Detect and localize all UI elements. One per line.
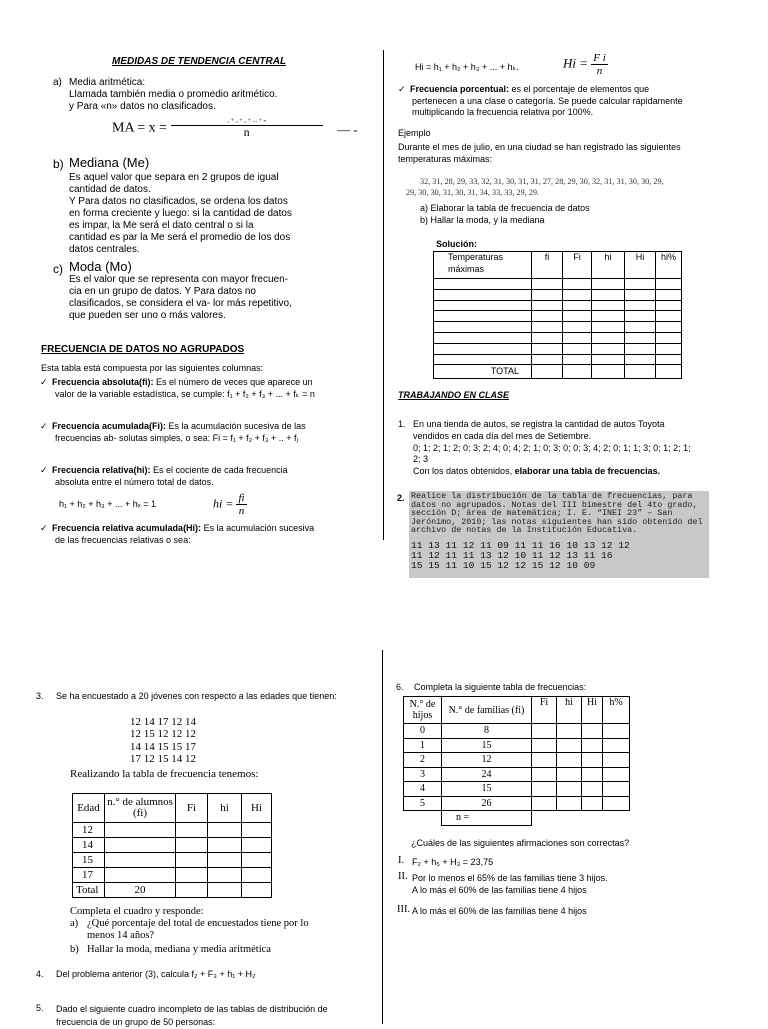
question-a-label: a) — [70, 918, 79, 929]
table-row — [434, 343, 682, 354]
table-row — [434, 311, 682, 322]
problem-1-text: En una tienda de autos, se registra la cantidad de autos Toyota vendidos en cada día del mes de Setiembre. 0; 1; 2; 1; 2; 0; 3; 2; 4; 0; 4; 2; 1; 0; 3; 0; 0; 3; 4; 2; 0; 1; 1; 3; 0; 1; 2; 1; 2; 3 Con los datos obtenidos, elaborar una tabla de frecuencias. — [413, 419, 691, 477]
problem-6-text: Completa la siguiente tabla de frecuencias: — [414, 682, 587, 692]
question-a-text: ¿Qué porcentaje del total de encuestados tiene por lo menos 14 años? — [87, 918, 309, 941]
header-familias: N.° de familias (fi) — [442, 697, 532, 724]
table-header-row — [73, 794, 272, 823]
header-Fi: Fi — [176, 794, 208, 823]
check-icon: ✓ — [398, 84, 406, 94]
table-row — [434, 279, 682, 290]
freq-intro: Esta tabla está compuesta por las siguientes columnas: — [41, 363, 264, 373]
table-row — [434, 332, 682, 343]
option-3-text: A lo más el 60% de las familias tiene 4 hijos — [412, 906, 587, 916]
table-row: 17 — [73, 868, 272, 883]
table-row: 5 26 — [404, 796, 630, 811]
problem-2-text: Realice la distribución de la tabla de frecuencias, para datos no agrupados. Notas del III bimestre del 4to grado, sección D; área de matemática; I. E. “INEI 23” – San Jerónimo, 2010; las notas siguientes han sido obtenido del archivo de notas de la Institución Educativa. — [411, 491, 703, 536]
item-a-label: a) — [53, 77, 62, 88]
mediana-heading: Mediana (Me) — [69, 155, 150, 170]
hi-formula: hi = $\frac{fi}{n}$ — [213, 492, 245, 517]
table-row: 15 — [73, 853, 272, 868]
Hi-sum-formula: Hi = h₁ + h₂ + h₃ + ... + hₖ. — [415, 62, 519, 72]
table-row — [434, 354, 682, 365]
option-1-text: F₂ + h₅ + H₃ = 23,75 — [412, 857, 494, 867]
check-icon: ✓ — [40, 421, 48, 431]
realizando-text: Realizando la tabla de frecuencia tenemos: — [70, 768, 259, 780]
Hi-fraction-formula: Hi = $\frac{\text{F i}}{n}$ — [563, 52, 606, 77]
ejemplo-label: Ejemplo — [398, 128, 431, 138]
problem-2-grades: 11 13 11 12 11 09 11 11 16 10 13 12 12 11 12 11 11 13 12 10 11 12 13 11 16 15 15 11 10 15 12 12 15 12 10 09 — [411, 539, 630, 571]
header-Hi: Hi — [625, 252, 656, 279]
problem-2-box — [409, 491, 709, 578]
table-total-row — [434, 365, 682, 379]
header-fi: fi — [532, 252, 563, 279]
header-Hi: Hi — [582, 697, 603, 724]
header-temperaturas: Temperaturas máximas — [434, 252, 532, 279]
table-row: 4 15 — [404, 782, 630, 797]
table-row: 14 — [73, 838, 272, 853]
problem-1-number: 1. — [398, 419, 406, 429]
table-row — [434, 300, 682, 311]
problem-5-number: 5. — [36, 1003, 44, 1013]
option-1-number: I. — [398, 855, 405, 866]
table-total-row: n = — [404, 811, 630, 826]
check-icon: ✓ — [40, 377, 48, 387]
table-row: 12 — [73, 823, 272, 838]
header-hi-percent: hi% — [656, 252, 682, 279]
problem-5-text: Dado el siguiente cuadro incompleto de las tablas de distribución de frecuencia de un grupo de 50 personas: — [56, 1004, 328, 1027]
task-b: b) Hallar la moda, y la mediana — [420, 215, 545, 225]
table-row: 1 15 — [404, 738, 630, 753]
option-2-text: Por lo menos el 65% de las familias tiene 3 hijos. A lo más el 60% de las familias tiene 4 hijos — [412, 873, 608, 895]
fra-definition: ✓ Frecuencia relativa acumulada(Hi): Es la acumulación sucesiva de las frecuencias relativas o sea: — [40, 523, 315, 545]
problem-2-number: 2. — [397, 493, 405, 503]
fr-definition: ✓ Frecuencia relativa(hi): Es el cociente de cada frecuencia absoluta entre el número total de datos. — [40, 465, 288, 487]
header-h-percent: h% — [603, 697, 630, 724]
solucion-label: Solución: — [436, 239, 477, 249]
item-b-label: b) — [53, 157, 64, 171]
fp-definition: ✓ Frecuencia porcentual: es el porcentaje de elementos que pertenecen a una clase o categoría. Se puede calcular rápidamente multiplicando la frecuencia relativa por 100%. — [398, 84, 683, 117]
problem-6-number: 6. — [396, 682, 404, 692]
header-Fi: Fi — [532, 697, 557, 724]
moda-text: Es el valor que se representa con mayor frecuen- cia en un grupo de datos. Y Para datos no clasificados, se considera el va- lor más repetitivo, que pueden ser uno o más valores. — [69, 274, 292, 321]
table-row: 0 8 — [404, 724, 630, 739]
total-cell: TOTAL — [434, 365, 532, 379]
column-divider-bottom — [382, 650, 383, 1024]
table-row — [434, 289, 682, 300]
fa-definition: ✓ Frecuencia absoluta(fi): Es el número de veces que aparece un valor de la variable estadística, se cumple: f₁ + f₂ + f₃ + ... + fₖ = n — [40, 377, 315, 399]
completa-text: Completa el cuadro y responde: — [70, 906, 204, 917]
table-header-row — [404, 697, 630, 724]
header-hi: hi — [557, 697, 582, 724]
header-hijos: N.° de hijos — [404, 697, 442, 724]
problem-3-text: Se ha encuestado a 20 jóvenes con respecto a las edades que tienen: — [56, 691, 337, 701]
option-2-number: II. — [398, 871, 408, 882]
option-3-number: III. — [397, 904, 411, 915]
problem-3-number: 3. — [36, 691, 44, 701]
problem-4-text: Del problema anterior (3), calcula f₂ + F₃ + h₁ + H₂ — [56, 969, 256, 979]
section-title-frecuencia: FRECUENCIA DE DATOS NO AGRUPADOS — [41, 344, 245, 355]
column-divider-top — [383, 50, 384, 540]
ma-formula: MA = x = $\frac{\text{₁ + ₂ + ₃ + ... + ₙ}}{n}$ — [112, 118, 323, 139]
table-row — [434, 322, 682, 333]
check-icon: ✓ — [40, 523, 48, 533]
item-c-label: c) — [53, 262, 63, 276]
temperature-data: 32, 31, 28, 29, 33, 32, 31, 30, 31, 31, 27, 28, 29, 30, 32, 31, 31, 30, 30, 29, 29, 30, 30, 31, 30, 31, 34, 33, 33, 29, 29. — [406, 177, 664, 197]
temperature-frequency-table — [433, 251, 682, 379]
question-b-label: b) — [70, 944, 79, 955]
table-row: 2 12 — [404, 753, 630, 768]
moda-heading: Moda (Mo) — [69, 259, 132, 274]
header-hi: hi — [592, 252, 625, 279]
header-hi: hi — [208, 794, 242, 823]
header-edad: Edad — [73, 794, 105, 823]
h-sum-formula: h₁ + h₂ + h₃ + ... + hₓ = 1 — [59, 499, 156, 509]
check-icon: ✓ — [40, 465, 48, 475]
header-Fi: Fi — [563, 252, 592, 279]
header-Hi: Hi — [242, 794, 272, 823]
table-header-row — [434, 252, 682, 279]
ejemplo-text: Durante el mes de julio, en una ciudad se han registrado las siguientes temperaturas máximas: — [398, 142, 681, 164]
families-frequency-table — [403, 696, 630, 826]
mediana-text: Es aquel valor que separa en 2 grupos de igual cantidad de datos. Y Para datos no clasificados, se ordena los datos en forma creciente y luego: si la cantidad de datos es impar, la Me será el dato central o si la cantidad es par la Me será el promedio de los dos datos centrales. — [69, 172, 292, 255]
table-total-row: Total 20 — [73, 883, 272, 898]
problem-4-number: 4. — [36, 969, 44, 979]
section-title-medidas: MEDIDAS DE TENDENCIA CENTRAL — [112, 56, 287, 67]
fac-definition: ✓ Frecuencia acumulada(Fi): Es la acumulación sucesiva de las frecuencias ab- solutas simples, o sea: Fi = f₁ + f₂ + f₃ + .. + fⱼ — [40, 421, 306, 443]
header-alumnos: n.° de alumnos (fi) — [105, 794, 176, 823]
ages-data: 12 14 17 12 14 12 15 12 12 12 14 14 15 15 17 17 12 15 14 12 — [130, 716, 196, 765]
task-a: a) Elaborar la tabla de frecuencia de datos — [420, 203, 590, 213]
question-b-text: Hallar la moda, mediana y media aritmética — [87, 944, 271, 955]
ages-frequency-table — [72, 793, 272, 898]
section-title-trabajando: TRABAJANDO EN CLASE — [398, 390, 510, 400]
item-a-text: Media aritmética: Llamada también media o promedio aritmético. y Para «n» datos no clasificados. — [69, 77, 278, 112]
table-row: 3 24 — [404, 767, 630, 782]
dash-artifact: — - — [337, 122, 358, 137]
question-correctas: ¿Cuáles de las siguientes afirmaciones son correctas? — [411, 838, 630, 848]
